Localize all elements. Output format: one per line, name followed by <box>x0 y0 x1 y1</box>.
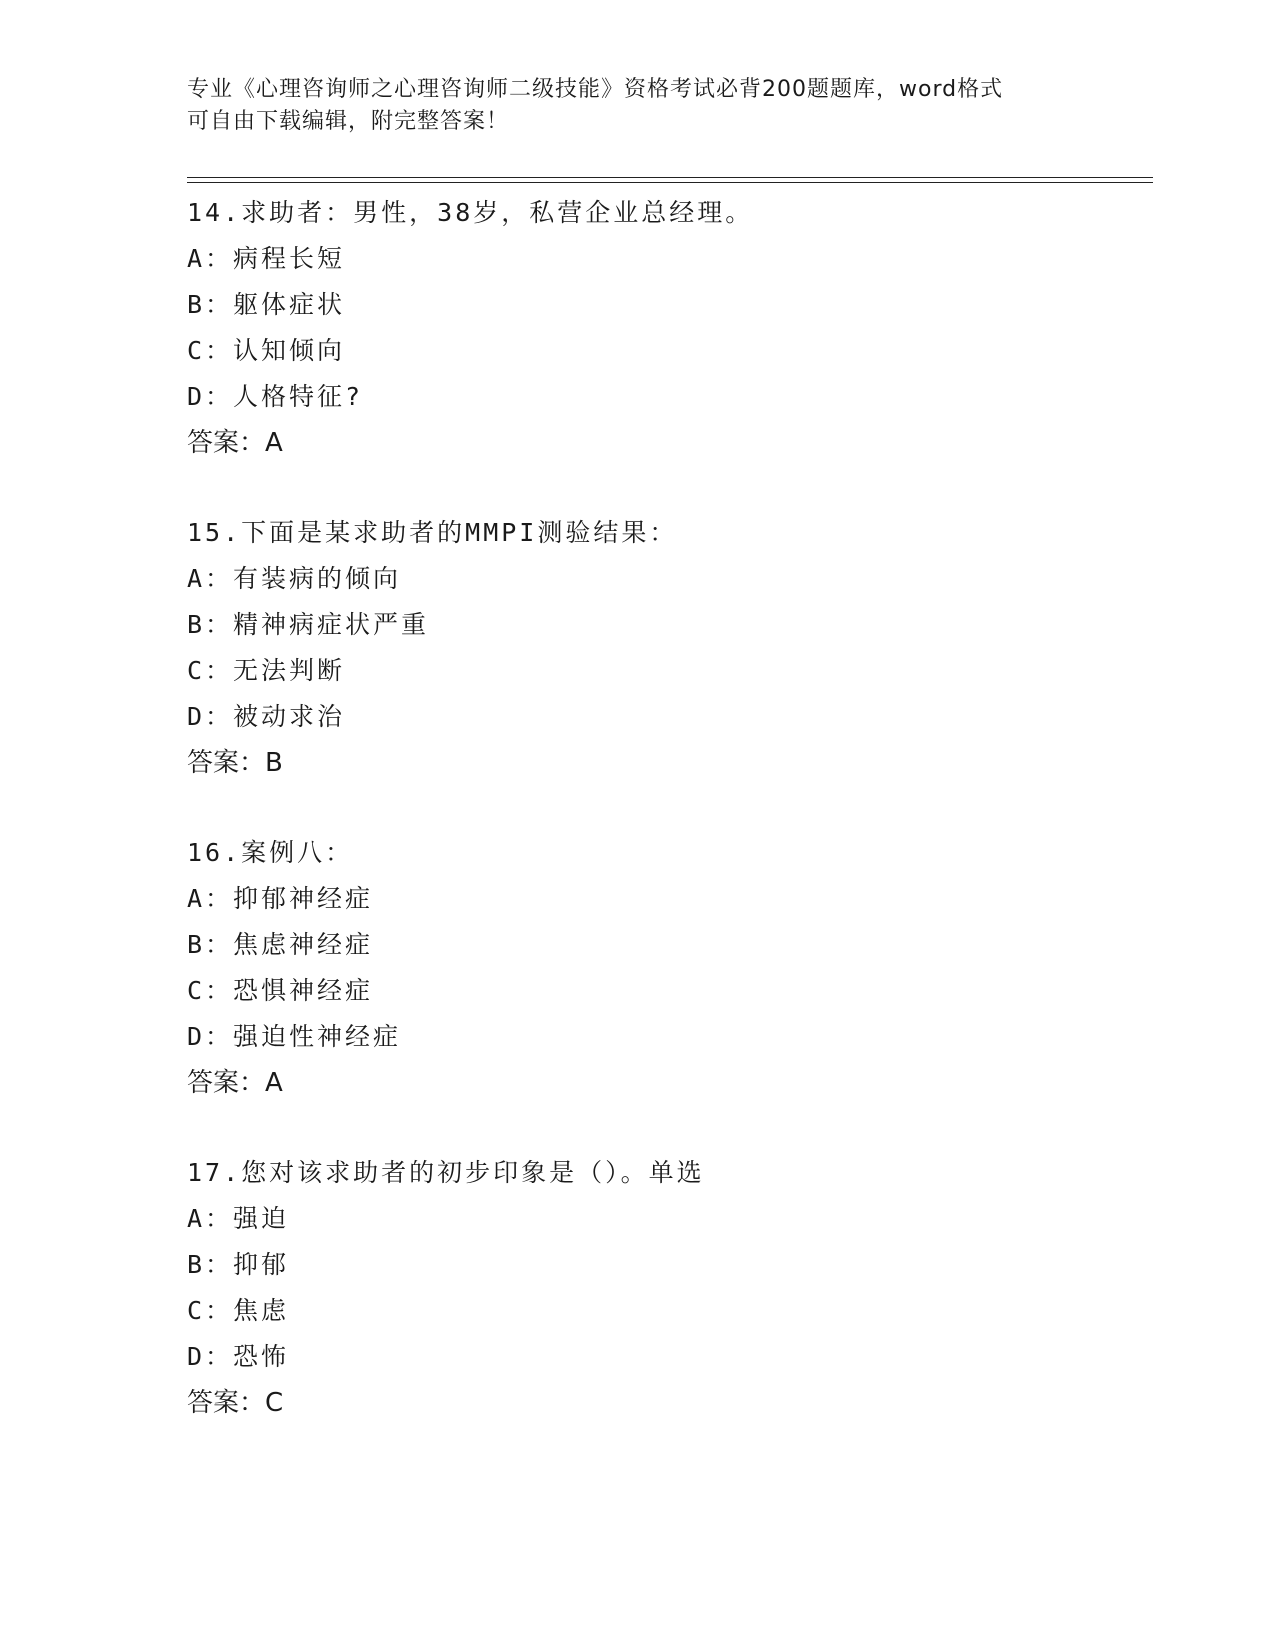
option-c: C：焦虑 <box>187 1296 290 1325</box>
option-a: A：强迫 <box>187 1204 290 1233</box>
option-a: A：有装病的倾向 <box>187 564 402 593</box>
header-line-2: 可自由下载编辑，附完整答案！ <box>187 109 510 134</box>
answer: 答案：A <box>187 428 283 458</box>
question-14 <box>187 190 1153 466</box>
question-stem: 15.下面是某求助者的MMPI测验结果： <box>187 518 678 547</box>
option-b: B：焦虑神经症 <box>187 930 374 959</box>
option-c: C：认知倾向 <box>187 336 346 365</box>
answer: 答案：A <box>187 1068 283 1098</box>
option-d: D：被动求治 <box>187 702 346 731</box>
question-15 <box>187 510 1153 786</box>
option-c: C：无法判断 <box>187 656 346 685</box>
option-d: D：强迫性神经症 <box>187 1022 402 1051</box>
option-d: D：人格特征? <box>187 382 364 411</box>
header-rule-bottom <box>187 182 1153 183</box>
question-list <box>187 190 1153 1470</box>
answer: 答案：B <box>187 748 283 778</box>
question-16 <box>187 830 1153 1106</box>
option-b: B：躯体症状 <box>187 290 346 319</box>
header-line-1: 专业《心理咨询师之心理咨询师二级技能》资格考试必背200题题库，word格式 <box>187 77 1004 102</box>
option-d: D：恐怖 <box>187 1342 290 1371</box>
document-header <box>187 74 1087 138</box>
answer: 答案：C <box>187 1388 284 1418</box>
option-a: A：抑郁神经症 <box>187 884 374 913</box>
option-a: A：病程长短 <box>187 244 346 273</box>
option-b: B：精神病症状严重 <box>187 610 430 639</box>
header-rule-top <box>187 177 1153 178</box>
question-stem: 16.案例八： <box>187 838 354 867</box>
question-stem: 17.您对该求助者的初步印象是（）。单选 <box>187 1158 705 1187</box>
question-17 <box>187 1150 1153 1426</box>
question-stem: 14.求助者：男性，38岁，私营企业总经理。 <box>187 198 754 227</box>
option-b: B：抑郁 <box>187 1250 290 1279</box>
option-c: C：恐惧神经症 <box>187 976 374 1005</box>
